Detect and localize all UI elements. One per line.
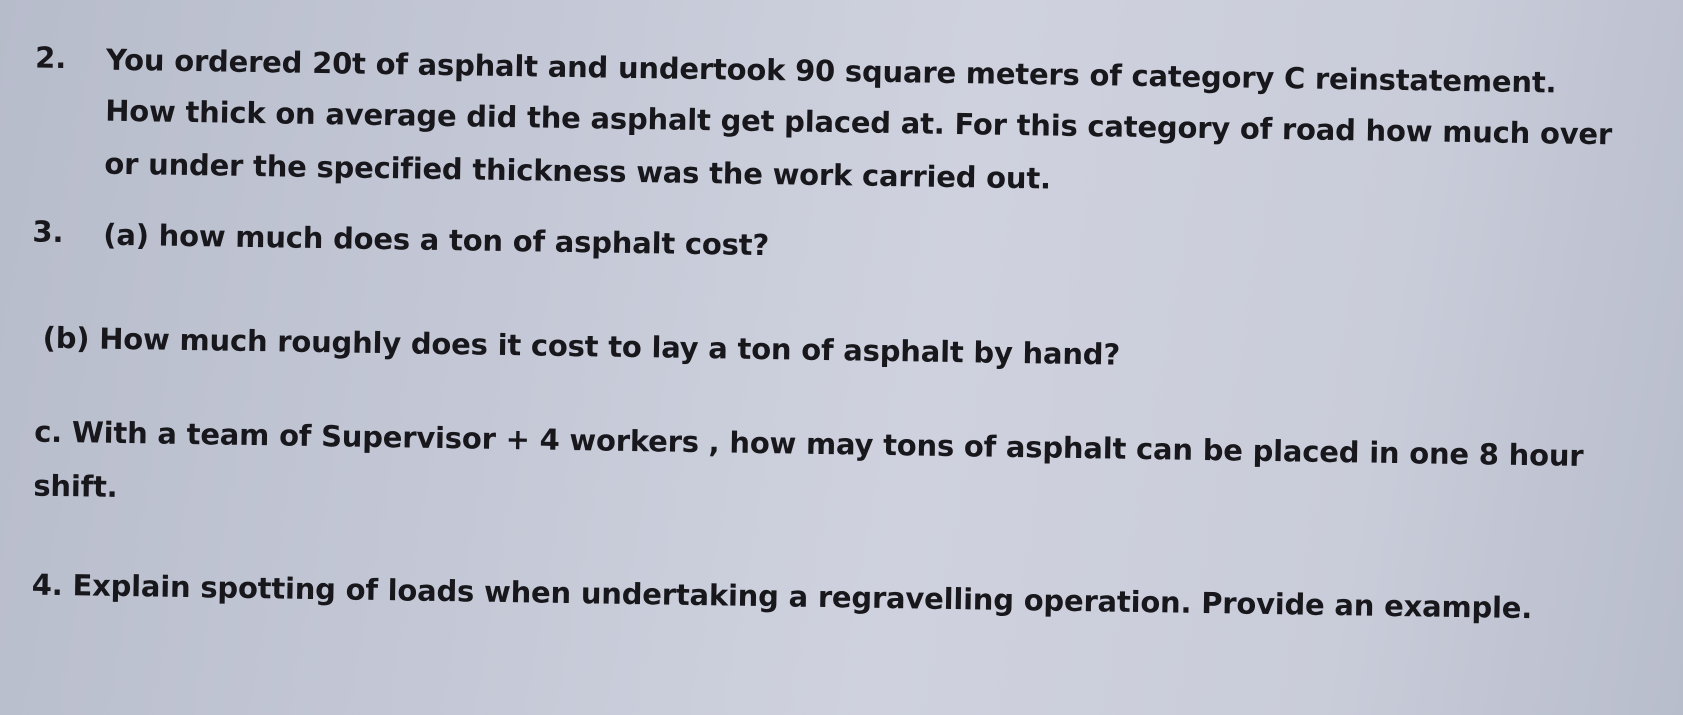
- question-2-line-3: or under the specified thickness was the work carried out.: [104, 146, 1052, 196]
- question-2-line-1: You ordered 20t of asphalt and undertook 90 square meters of category C reinstatement.: [105, 42, 1557, 100]
- question-2-line-2: How thick on average did the asphalt get placed at. For this category of road how much over: [105, 93, 1613, 152]
- question-3c-line-2: shift.: [33, 468, 118, 504]
- question-3c-line-1: c. With a team of Supervisor + 4 workers , how may tons of asphalt can be placed in one 8 hour: [33, 414, 1584, 473]
- question-4: 4. Explain spotting of loads when undertaking a regravelling operation. Provide an example.: [31, 567, 1533, 626]
- question-3b: (b) How much roughly does it cost to lay a ton of asphalt by hand?: [42, 320, 1121, 372]
- question-2-number: 2.: [34, 40, 67, 76]
- question-3a: (a) how much does a ton of asphalt cost?: [103, 217, 770, 263]
- question-3-number: 3.: [32, 214, 64, 250]
